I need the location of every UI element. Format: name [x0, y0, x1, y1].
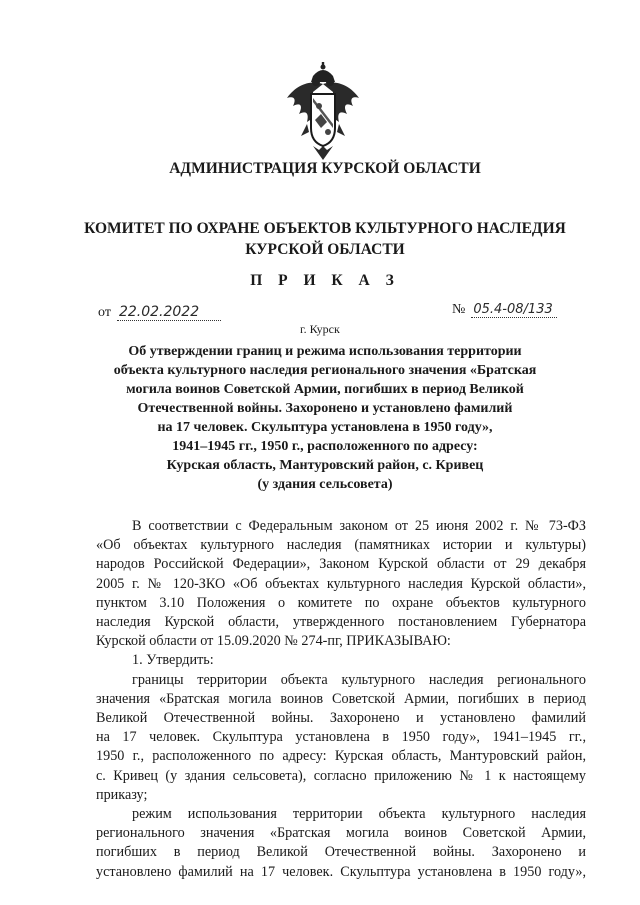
title-line: на 17 человек. Скульптура установлена в 1950 году»,: [157, 420, 493, 435]
body-line: народов Российской Федерации», Законом Курской области от 29 декабря: [96, 556, 586, 573]
date-prefix: от: [98, 305, 111, 320]
body-line: на 17 человек. Скульптура установлена в 1950 году», 1941–1945 гг.,: [96, 729, 586, 746]
body-line: погибших в период Великой Отечественной войны. Захоронено и: [96, 844, 586, 861]
committee-heading: [60, 218, 590, 260]
handwritten-number: 05.4-08/133: [471, 302, 557, 318]
body-line: «Об объектах культурного наследия (памятниках истории и культуры): [96, 537, 586, 554]
order-date: [98, 304, 221, 321]
body-line: Курской области от 15.09.2020 № 274-пг, ПРИКАЗЫВАЮ:: [96, 633, 451, 650]
body-line: границы территории объекта культурного наследия регионального: [132, 671, 586, 688]
title-line: могила воинов Советской Армии, погибших в период Великой: [126, 382, 524, 397]
body-line: наследия Курской области, утвержденного постановлением Губернатора: [96, 614, 586, 631]
document-type-heading: П Р И К А З: [250, 272, 400, 289]
body-line: 1950 г., расположенного по адресу: Курская область, Мантуровский район,: [96, 748, 586, 765]
title-line: Отечественной войны. Захоронено и установлено фамилий: [137, 401, 513, 416]
number-prefix: №: [452, 302, 466, 317]
committee-line: КУРСКОЙ ОБЛАСТИ: [245, 241, 405, 258]
title-line: Об утверждении границ и режима использования территории: [128, 344, 522, 359]
body-line: пунктом 3.10 Положения о комитете по охране объектов культурного: [96, 594, 586, 611]
body-line: приказу;: [96, 786, 148, 803]
issuer-heading: АДМИНИСТРАЦИЯ КУРСКОЙ ОБЛАСТИ: [169, 160, 481, 177]
body-line: В соответствии с Федеральным законом от 25 июня 2002 г. № 73-ФЗ: [132, 518, 586, 534]
body-line: значения «Братская могила воинов Советской Армии, погибших в период: [96, 690, 586, 707]
body-line: 2005 г. № 120-ЗКО «Об объектах культурного наследия Курской области»,: [96, 575, 586, 592]
body-line: регионального значения «Братская могила воинов Советской Армии,: [96, 825, 586, 842]
committee-line: КОМИТЕТ ПО ОХРАНЕ ОБЪЕКТОВ КУЛЬТУРНОГО НАСЛЕДИЯ: [84, 220, 566, 237]
title-line: Курская область, Мантуровский район, с. Кривец: [166, 458, 484, 473]
order-body: [96, 517, 586, 882]
order-number: [452, 302, 557, 318]
body-line: 1. Утвердить:: [132, 652, 214, 669]
order-title: [100, 342, 550, 494]
title-line: объекта культурного наследия регионального значения «Братская: [113, 363, 537, 378]
body-line: Великой Отечественной войны. Захоронено и установлено фамилий: [96, 710, 586, 727]
body-line: установлено фамилий на 17 человек. Скульптура установлена в 1950 году»,: [96, 863, 586, 880]
city: г. Курск: [300, 322, 340, 336]
coat-of-arms-icon: [283, 62, 363, 162]
handwritten-date: 22.02.2022: [117, 304, 221, 321]
title-line: 1941–1945 гг., 1950 г., расположенного по адресу:: [172, 439, 478, 454]
body-line: с. Кривец (у здания сельсовета), согласно приложению № 1 к настоящему: [96, 767, 586, 784]
title-line: (у здания сельсовета): [257, 477, 393, 492]
body-line: режим использования территории объекта культурного наследия: [132, 806, 586, 823]
